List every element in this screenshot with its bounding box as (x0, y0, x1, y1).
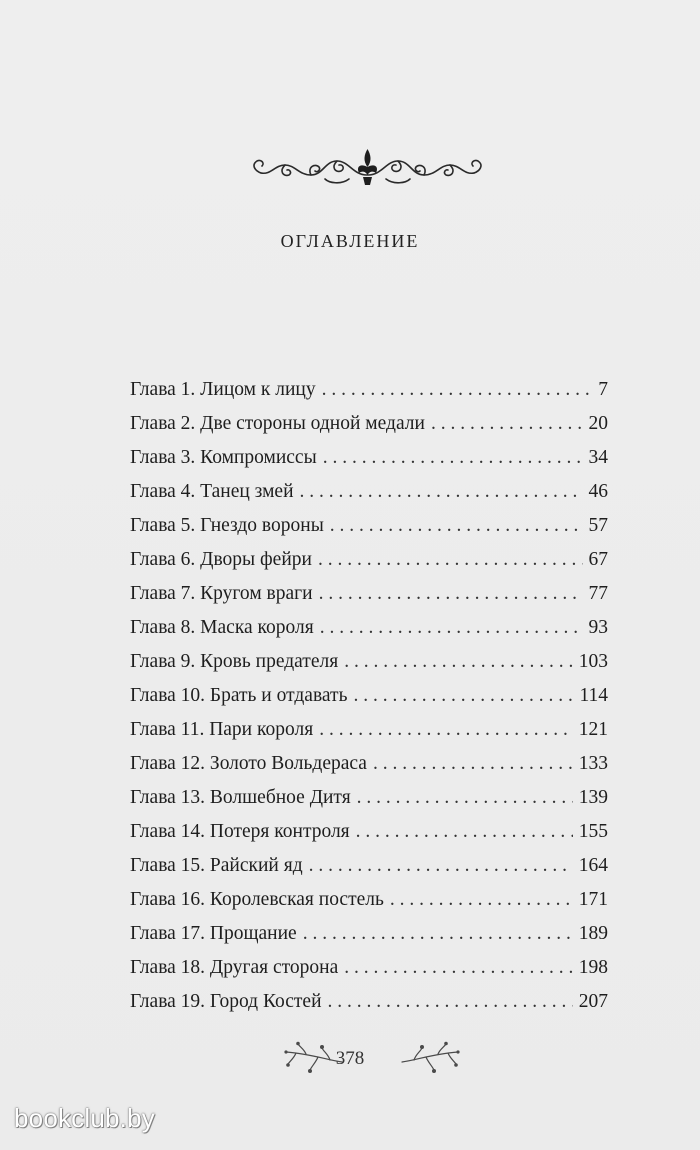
toc-entry (130, 815, 608, 849)
toc-entry-page: 46 (588, 481, 608, 502)
toc-entry-title: Глава 6. Дворы фейри (130, 549, 312, 570)
toc-entry-title: Глава 10. Брать и отдавать (130, 685, 348, 706)
toc-entry (130, 781, 608, 815)
floral-sprig-icon (400, 1040, 462, 1080)
toc-entry-title: Глава 17. Прощание (130, 923, 297, 944)
toc-leader-dots (353, 679, 573, 713)
toc-entry (130, 407, 608, 441)
toc-entry (130, 951, 608, 985)
watermark-text: bookclub.by (14, 1103, 155, 1133)
toc-entry-title: Глава 2. Две стороны одной медали (130, 413, 425, 434)
toc-entry-page: 114 (579, 685, 608, 706)
toc-leader-dots (322, 373, 593, 407)
toc-entry-title: Глава 13. Волшебное Дитя (130, 787, 351, 808)
toc-leader-dots (320, 611, 583, 645)
toc-leader-dots (373, 747, 573, 781)
toc-entry-page: 164 (578, 855, 608, 876)
toc-entry (130, 645, 608, 679)
toc-entry-title: Глава 19. Город Костей (130, 991, 322, 1012)
toc-entry-title: Глава 14. Потеря контроля (130, 821, 350, 842)
toc-entry-page: 34 (588, 447, 608, 468)
toc-entry (130, 475, 608, 509)
toc-entry-title: Глава 8. Маска короля (130, 617, 314, 638)
toc-entry (130, 713, 608, 747)
toc-entry-title: Глава 11. Пари короля (130, 719, 314, 740)
toc-leader-dots (357, 781, 573, 815)
toc-leader-dots (330, 509, 583, 543)
toc-entry (130, 611, 608, 645)
toc-entry (130, 883, 608, 917)
toc-entry-title: Глава 18. Другая сторона (130, 957, 339, 978)
toc-leader-dots (344, 645, 573, 679)
toc-entry (130, 577, 608, 611)
toc-entry (130, 917, 608, 951)
toc-entry (130, 543, 608, 577)
toc-entry-page: 155 (578, 821, 608, 842)
toc-entry (130, 985, 608, 1019)
toc-entry-page: 139 (578, 787, 608, 808)
toc-leader-dots (356, 815, 573, 849)
toc-entry-page: 57 (588, 515, 608, 536)
toc-entry (130, 849, 608, 883)
toc-leader-dots (318, 543, 583, 577)
toc-entry-page: 103 (578, 651, 608, 672)
toc-entry-page: 198 (578, 957, 608, 978)
toc-entry-title: Глава 9. Кровь предателя (130, 651, 339, 672)
toc-leader-dots (319, 577, 583, 611)
toc-leader-dots (303, 917, 573, 951)
toc-entry-title: Глава 3. Компромиссы (130, 447, 317, 468)
toc-leader-dots (344, 951, 573, 985)
toc-leader-dots (319, 713, 573, 747)
toc-entry (130, 509, 608, 543)
toc-entry-page: 189 (578, 923, 608, 944)
table-of-contents (130, 373, 608, 1019)
toc-entry-title: Глава 5. Гнездо вороны (130, 515, 324, 536)
toc-entry-title: Глава 16. Королевская постель (130, 889, 384, 910)
toc-entry-title: Глава 15. Райский яд (130, 855, 303, 876)
page-number: 378 (335, 1048, 365, 1069)
toc-leader-dots (390, 883, 573, 917)
toc-entry (130, 679, 608, 713)
toc-entry-page: 133 (578, 753, 608, 774)
page-title: оглавление (280, 224, 420, 253)
toc-leader-dots (328, 985, 573, 1019)
toc-entry (130, 441, 608, 475)
page-footer (0, 1040, 700, 1080)
toc-leader-dots (309, 849, 573, 883)
toc-entry-page: 67 (588, 549, 608, 570)
toc-entry-page: 171 (578, 889, 608, 910)
toc-entry-page: 121 (578, 719, 608, 740)
toc-leader-dots (431, 407, 583, 441)
toc-leader-dots (323, 441, 583, 475)
toc-entry-title: Глава 4. Танец змей (130, 481, 294, 502)
toc-entry (130, 373, 608, 407)
toc-entry-page: 77 (588, 583, 608, 604)
toc-leader-dots (300, 475, 583, 509)
flourish-ornament-icon (245, 145, 490, 193)
toc-entry-title: Глава 12. Золото Вольдераса (130, 753, 367, 774)
toc-entry-title: Глава 7. Кругом враги (130, 583, 313, 604)
toc-entry-page: 7 (598, 379, 608, 400)
toc-entry-page: 20 (588, 413, 608, 434)
toc-entry-page: 207 (578, 991, 608, 1012)
toc-entry-page: 93 (588, 617, 608, 638)
toc-entry-title: Глава 1. Лицом к лицу (130, 379, 316, 400)
toc-entry (130, 747, 608, 781)
